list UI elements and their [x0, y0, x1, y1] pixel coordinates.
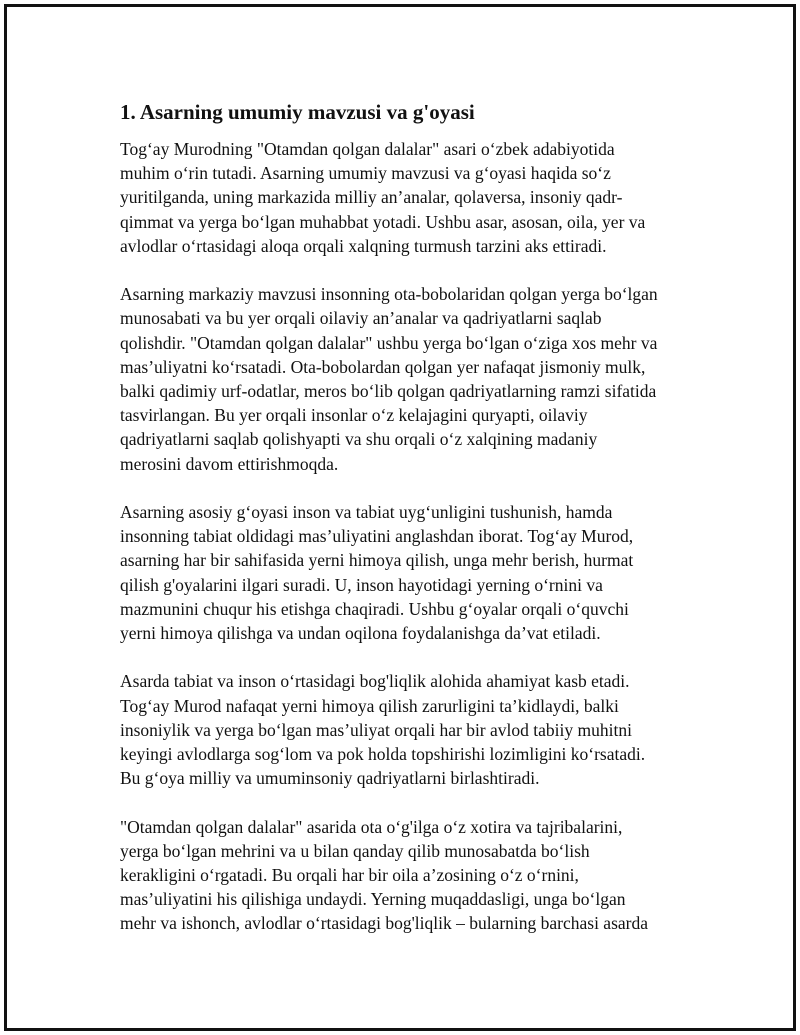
text-line: qilish g'oyalarini ilgari suradi. U, inson hayotidagi yerning o‘rnini va [120, 574, 603, 595]
text-line: mas’uliyatini his qilishiga undaydi. Yerning muqaddasligi, unga bo‘lgan [120, 889, 626, 910]
document-body [120, 99, 686, 960]
text-line: mehr va ishonch, avlodlar o‘rtasidagi bog'liqlik – bularning barchasi asarda [120, 913, 648, 934]
text-line: "Otamdan qolgan dalalar" asarida ota o‘g'ilga o‘z xotira va tajribalarini, [120, 816, 623, 837]
text-line: qadriyatlarni saqlab qolishyapti va shu orqali o‘z xalqining madaniy [120, 429, 598, 450]
text-line: yerga bo‘lgan mehrini va u bilan qanday qilib munosabatda bo‘lish [120, 840, 590, 861]
text-line: merosini davom ettirishmoqda. [120, 453, 339, 474]
paragraph-3 [120, 500, 686, 645]
text-line: asarning har bir sahifasida yerni himoya qilish, unga mehr berish, hurmat [120, 550, 634, 571]
text-line: kerakligini o‘rgatadi. Bu orqali har bir oila a’zosining o‘z o‘rnini, [120, 865, 579, 886]
text-line: balki qadimiy urf-odatlar, meros bo‘lib qolgan qadriyatlarning ramzi sifatida [120, 381, 657, 402]
text-line: tasvirlangan. Bu yer orqali insonlar o‘z kelajagini quryapti, oilaviy [120, 405, 588, 426]
text-line: insonning tabiat oldidagi mas’uliyatini anglashdan iborat. Tog‘ay Murod, [120, 526, 634, 547]
paragraph-2 [120, 282, 686, 476]
paragraph-1 [120, 137, 686, 258]
text-line: munosabati va bu yer orqali oilaviy an’analar va qadriyatlarni saqlab [120, 308, 602, 329]
text-line: Bu g‘oya milliy va umuminsoniy qadriyatlarni birlashtiradi. [120, 768, 540, 789]
section-heading: 1. Asarning umumiy mavzusi va g'oyasi [120, 100, 475, 124]
text-line: Tog‘ay Murod nafaqat yerni himoya qilish zarurligini ta’kidlaydi, balki [120, 695, 619, 716]
text-line: mas’uliyatni ko‘rsatadi. Ota-bobolardan qolgan yer nafaqat jismoniy mulk, [120, 356, 646, 377]
text-line: mazmunini chuqur his etishga chaqiradi. Ushbu g‘oyalar orqali o‘quvchi [120, 598, 629, 619]
text-line: keyingi avlodlarga sog‘lom va pok holda topshirishi lozimligini ko‘rsatadi. [120, 744, 646, 765]
text-line: yerni himoya qilishga va undan oqilona foydalanishga da’vat etiladi. [120, 623, 601, 644]
text-line: Tog‘ay Murodning "Otamdan qolgan dalalar" asari o‘zbek adabiyotida [120, 139, 615, 159]
text-line: Asarning markaziy mavzusi insonning ota-bobolaridan qolgan yerga bo‘lgan [120, 284, 658, 305]
text-line: insoniylik va yerga bo‘lgan mas’uliyat orqali har bir avlod tabiiy muhitni [120, 719, 632, 740]
text-line: Asarning asosiy g‘oyasi inson va tabiat uyg‘unligini tushunish, hamda [120, 502, 613, 523]
text-line: Asarda tabiat va inson o‘rtasidagi bog'liqlik alohida ahamiyat kasb etadi. [120, 671, 630, 692]
text-line: avlodlar o‘rtasidagi aloqa orqali xalqning turmush tarzini aks ettiradi. [120, 235, 607, 256]
paragraph-5 [120, 815, 686, 936]
text-line: muhim o‘rin tutadi. Asarning umumiy mavzusi va g‘oyasi haqida so‘z [120, 163, 611, 184]
text-line: qolishdir. "Otamdan qolgan dalalar" ushbu yerga bo‘lgan o‘ziga xos mehr va [120, 332, 658, 353]
paragraph-4 [120, 669, 686, 790]
text-line: qimmat va yerga bo‘lgan muhabbat yotadi. Ushbu asar, asosan, oila, yer va [120, 211, 646, 232]
text-line: yuritilganda, uning markazida milliy an’analar, qolaversa, insoniy qadr- [120, 187, 623, 208]
page-frame [4, 4, 796, 1031]
